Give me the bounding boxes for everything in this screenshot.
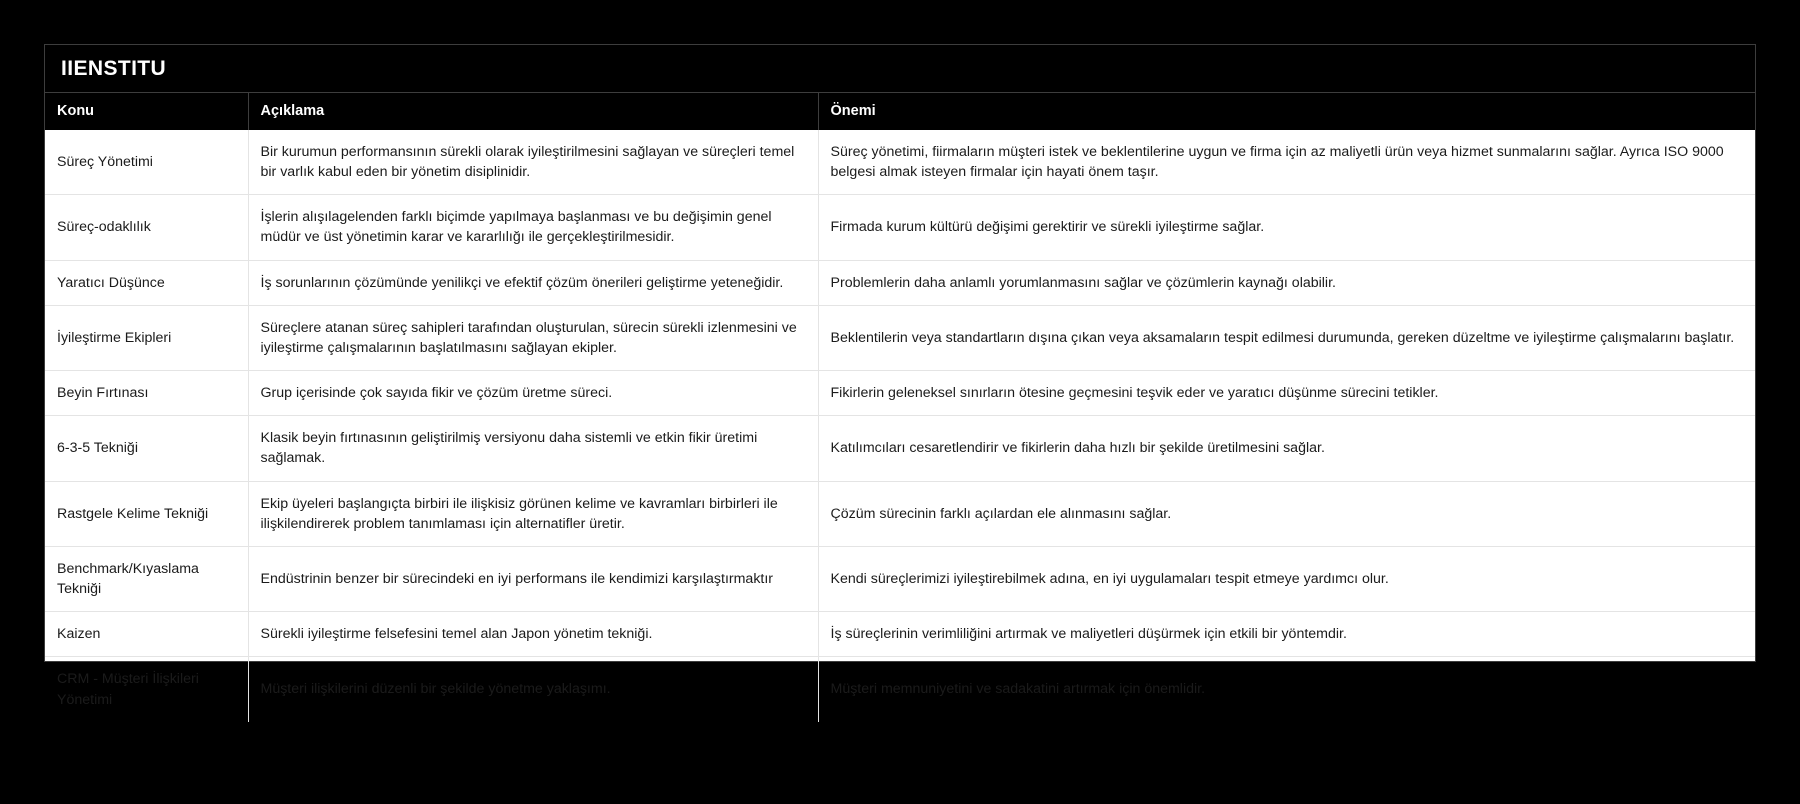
cell-konu: Beyin Fırtınası bbox=[45, 371, 248, 416]
cell-onemi: Firmada kurum kültürü değişimi gerektirir ve sürekli iyileştirme sağlar. bbox=[818, 195, 1755, 260]
table-row bbox=[45, 416, 1755, 481]
table-row bbox=[45, 371, 1755, 416]
table-row bbox=[45, 612, 1755, 657]
cell-aciklama: İş sorunlarının çözümünde yenilikçi ve efektif çözüm önerileri geliştirme yeteneğidir. bbox=[248, 260, 818, 305]
cell-aciklama: Endüstrinin benzer bir sürecindeki en iyi performans ile kendimizi karşılaştırmaktır bbox=[248, 546, 818, 611]
table-row bbox=[45, 657, 1755, 722]
table-row bbox=[45, 260, 1755, 305]
brand-bar bbox=[45, 45, 1755, 93]
cell-onemi: İş süreçlerinin verimliliğini artırmak ve maliyetleri düşürmek için etkili bir yöntemdir. bbox=[818, 612, 1755, 657]
table-head bbox=[45, 93, 1755, 130]
cell-onemi: Süreç yönetimi, fiirmaların müşteri istek ve beklentilerine uygun ve firma için az maliyetli ürün veya hizmet sunmalarını sağlar. Ayrıca ISO 9000 belgesi almak isteyen firmalar için hayati önem taşır. bbox=[818, 130, 1755, 195]
column-header-aciklama: Açıklama bbox=[248, 93, 818, 130]
table-row bbox=[45, 195, 1755, 260]
column-header-konu: Konu bbox=[45, 93, 248, 130]
table-row bbox=[45, 481, 1755, 546]
cell-aciklama: Müşteri ilişkilerini düzenli bir şekilde yönetme yaklaşımı. bbox=[248, 657, 818, 722]
table-row bbox=[45, 546, 1755, 611]
cell-aciklama: Grup içerisinde çok sayıda fikir ve çözüm üretme süreci. bbox=[248, 371, 818, 416]
table-header-row bbox=[45, 93, 1755, 130]
cell-onemi: Çözüm sürecinin farklı açılardan ele alınmasını sağlar. bbox=[818, 481, 1755, 546]
cell-konu: Süreç Yönetimi bbox=[45, 130, 248, 195]
table-row bbox=[45, 130, 1755, 195]
cell-konu: Rastgele Kelime Tekniği bbox=[45, 481, 248, 546]
column-header-onemi: Önemi bbox=[818, 93, 1755, 130]
cell-aciklama: Bir kurumun performansının sürekli olarak iyileştirilmesini sağlayan ve süreçleri temel bir varlık kabul eden bir yönetim disiplinidir. bbox=[248, 130, 818, 195]
cell-aciklama: İşlerin alışılagelenden farklı biçimde yapılmaya başlanması ve bu değişimin genel müdür ve üst yönetimin karar ve kararlılığı ile gerçekleştirilmesidir. bbox=[248, 195, 818, 260]
concepts-table bbox=[45, 93, 1755, 722]
cell-onemi: Katılımcıları cesaretlendirir ve fikirlerin daha hızlı bir şekilde üretilmesini sağlar. bbox=[818, 416, 1755, 481]
cell-onemi: Müşteri memnuniyetini ve sadakatini artırmak için önemlidir. bbox=[830, 681, 1206, 698]
cell-konu: Benchmark/Kıyaslama Tekniği bbox=[45, 546, 248, 611]
cell-aciklama: Sürekli iyileştirme felsefesini temel alan Japon yönetim tekniği. bbox=[248, 612, 818, 657]
brand-title: IIENSTITU bbox=[61, 56, 167, 80]
cell-aciklama: Ekip üyeleri başlangıçta birbiri ile ilişkisiz görünen kelime ve kavramları birbirleri ile ilişkilendirerek problem tanımlaması için alternatifler üretir. bbox=[248, 481, 818, 546]
cell-konu: Süreç-odaklılık bbox=[45, 195, 248, 260]
cell-konu: Kaizen bbox=[45, 612, 248, 657]
cell-onemi: Kendi süreçlerimizi iyileştirebilmek adına, en iyi uygulamaları tespit etmeye yardımcı olur. bbox=[818, 546, 1755, 611]
cell-konu: CRM - Müşteri İlişkileri Yönetimi bbox=[45, 657, 248, 722]
cell-aciklama: Süreçlere atanan süreç sahipleri tarafından oluşturulan, sürecin sürekli izlenmesini ve iyileştirme çalışmalarının başlatılmasını sağlayan ekipler. bbox=[248, 305, 818, 370]
table-row bbox=[45, 305, 1755, 370]
table-card bbox=[44, 44, 1756, 708]
cell-onemi: Problemlerin daha anlamlı yorumlanmasını sağlar ve çözümlerin kaynağı olabilir. bbox=[818, 260, 1755, 305]
table-body bbox=[45, 130, 1755, 722]
cell-konu: İyileştirme Ekipleri bbox=[45, 305, 248, 370]
cell-konu: Yaratıcı Düşünce bbox=[45, 260, 248, 305]
cell-aciklama: Klasik beyin fırtınasının geliştirilmiş versiyonu daha sistemli ve etkin fikir üretimi sağlamak. bbox=[248, 416, 818, 481]
cell-onemi: Beklentilerin veya standartların dışına çıkan veya aksamaların tespit edilmesi durumunda, gereken düzeltme ve iyileştirme çalışmalarını başlatır. bbox=[818, 305, 1755, 370]
cell-konu: 6-3-5 Tekniği bbox=[45, 416, 248, 481]
cell-onemi: Fikirlerin geleneksel sınırların ötesine geçmesini teşvik eder ve yaratıcı düşünme sürecini tetikler. bbox=[818, 371, 1755, 416]
